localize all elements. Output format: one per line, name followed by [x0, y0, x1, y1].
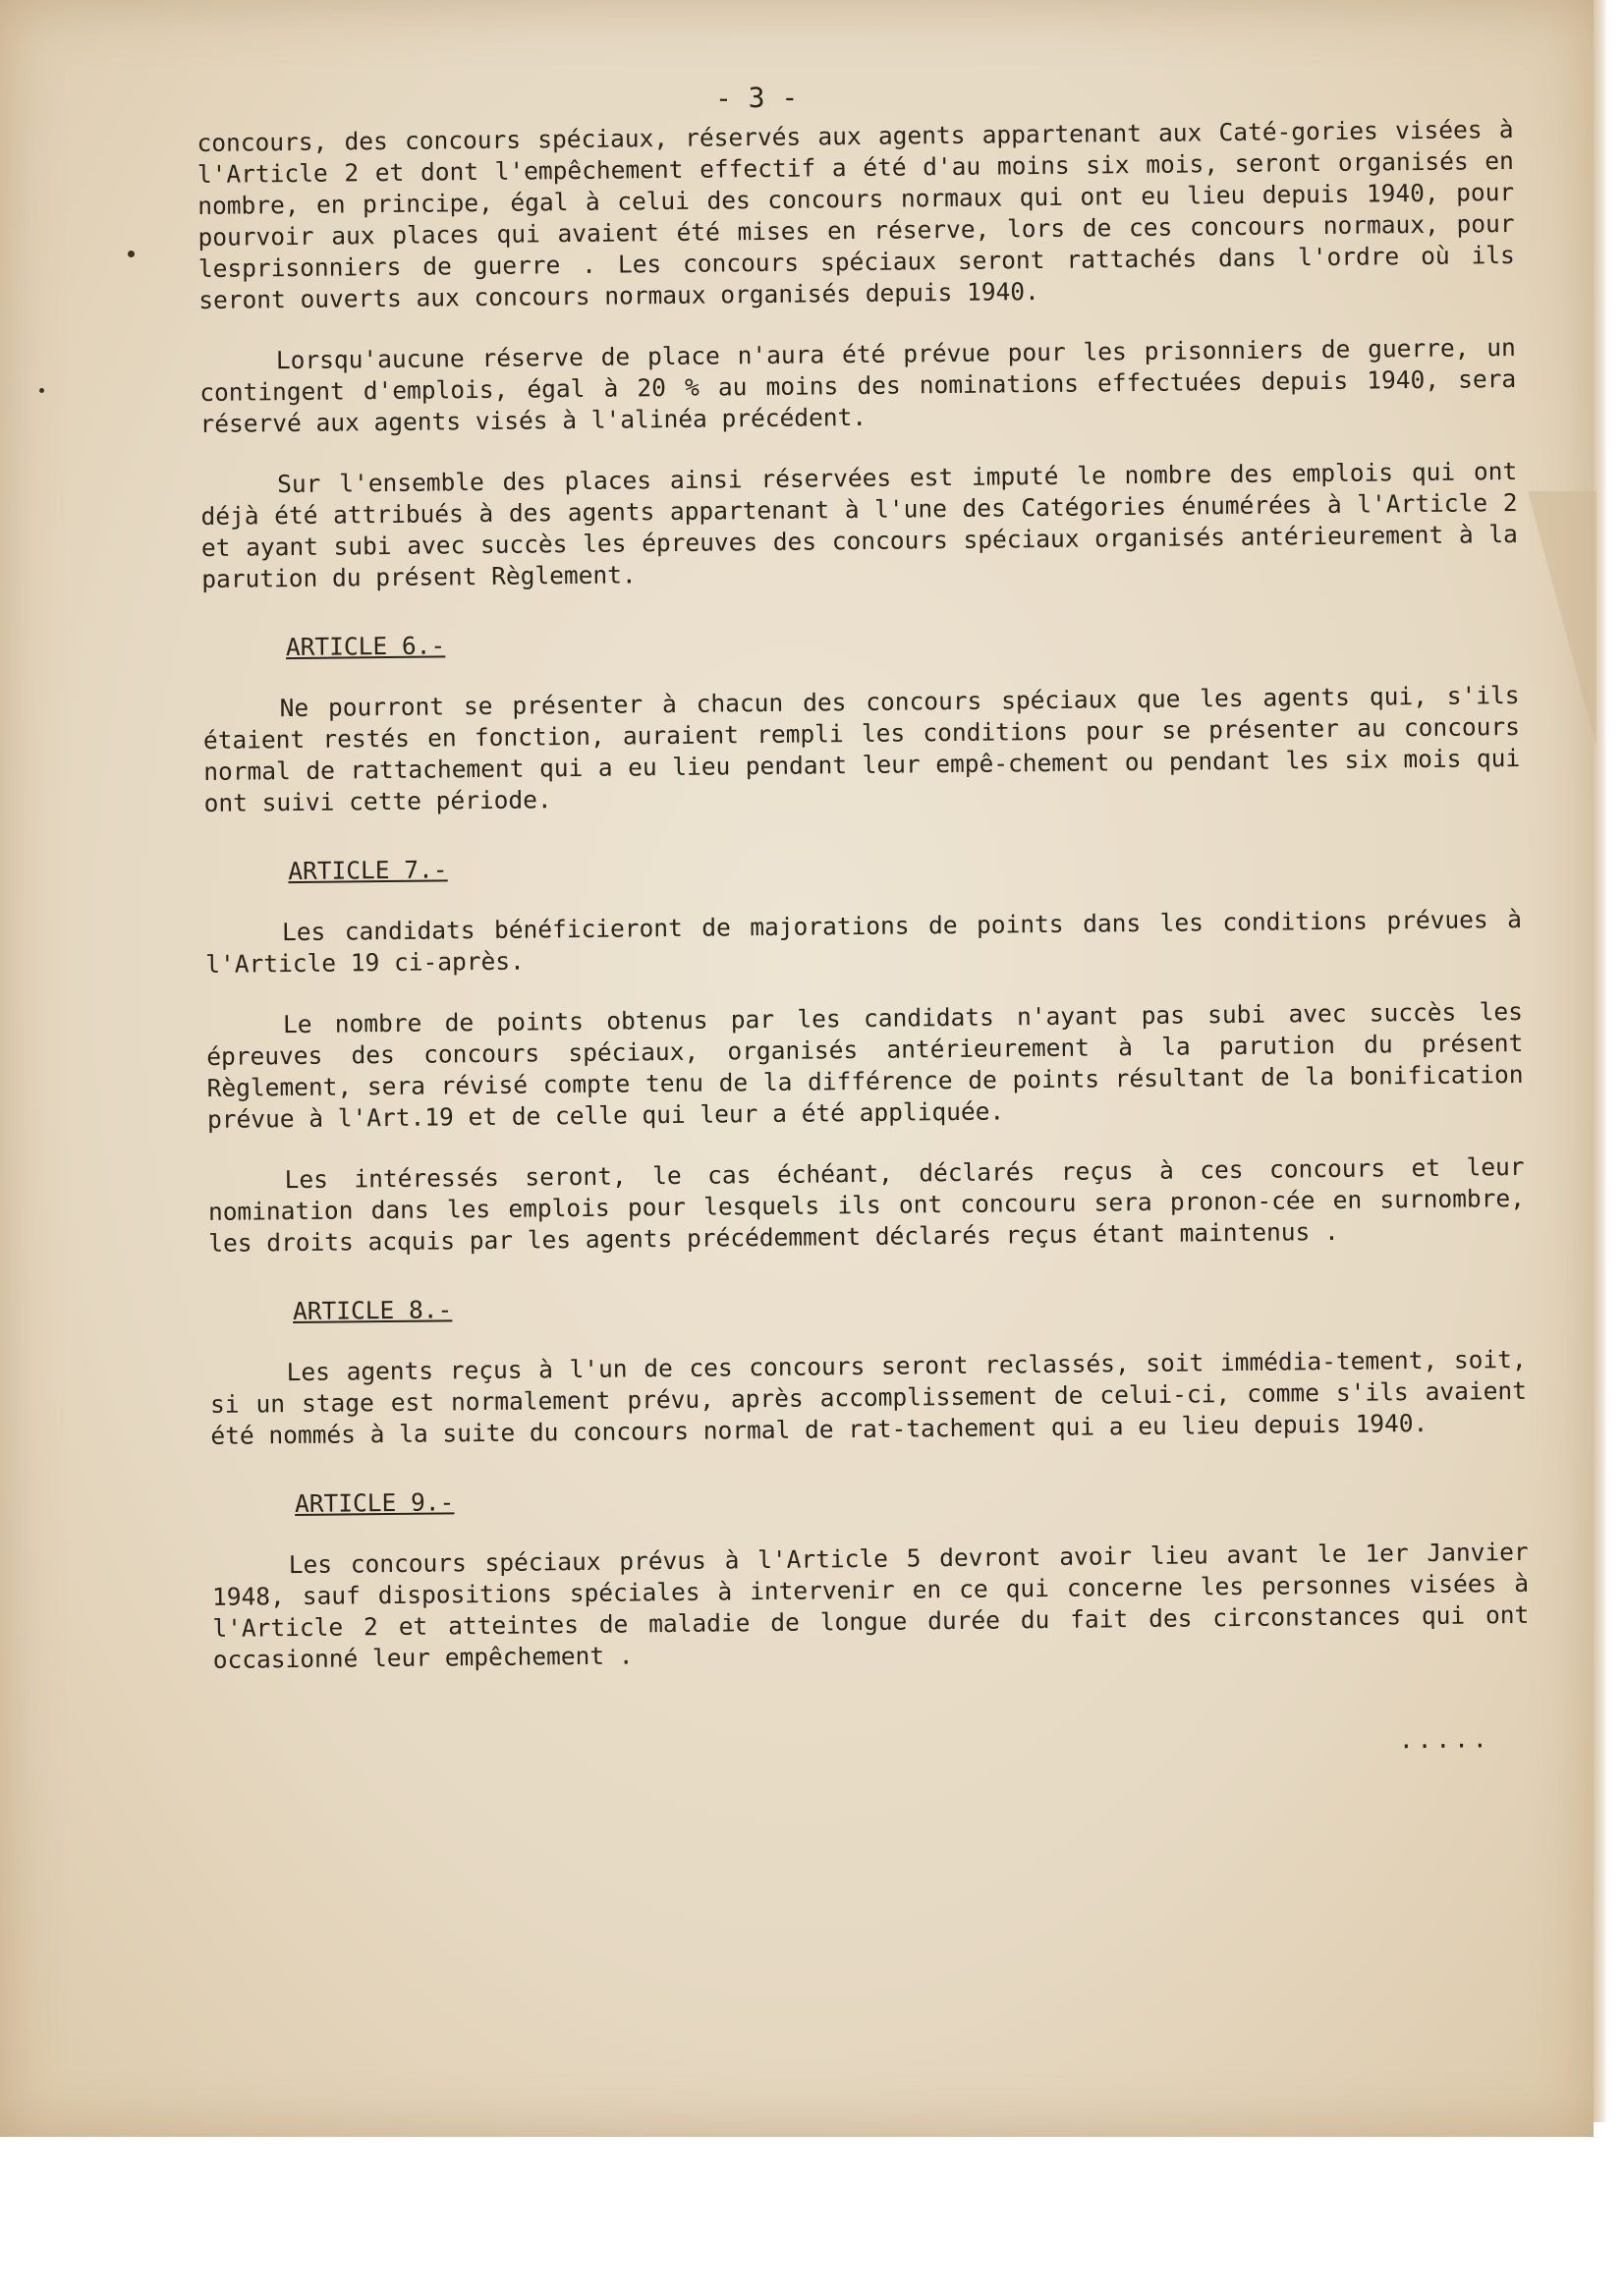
article-8-text: Les agents reçus à l'un de ces concours seront reclassés, soit immédia-tement, soit, si un stage est normalement prévu, après accomplissement de celui-ci, comme s'ils avaient été nommés à la suite du concours normal de rat-tachement qui a eu lieu depuis 1940. — [209, 1344, 1528, 1450]
page-number: - 3 - — [714, 81, 799, 115]
paragraph-quota: Lorsqu'aucune réserve de place n'aura été prévue pour les prisonniers de guerre, un contingent d'emplois, égal à 20 % au moins des nominations effectuées depuis 1940, sera réservé aux agents visés à l'alinéa précédent. — [199, 332, 1517, 438]
article-6-text: Ne pourront se présenter à chacun des concours spéciaux que les agents qui, s'ils étaient restés en fonction, auraient rempli les conditions pour se présenter au concours normal de rattachement qui a eu lieu pendant leur empê-chement ou pendant les six mois qui ont suivi cette période. — [202, 680, 1521, 817]
continuation-marker: ..... — [1398, 1724, 1491, 1755]
article-7-text-1: Les candidats bénéficieront de majorations de points dans les conditions prévues à l'Article 19 ci-après. — [205, 904, 1523, 979]
ink-speck — [128, 251, 135, 257]
article-9-heading: ARTICLE 9.- — [294, 1487, 455, 1519]
document-body — [196, 75, 1531, 1768]
paper-edge — [1594, 0, 1607, 2122]
paragraph-imputation: Sur l'ensemble des places ainsi réservées est imputé le nombre des emplois qui ont déjà été attribués à des agents appartenant à l'une des Catégories énumérées à l'Article 2 et ayant subi avec succès les épreuves des concours spéciaux organisés antérieurement à la parution du présent Règlement. — [200, 456, 1518, 593]
article-7-text-3: Les intéressés seront, le cas échéant, déclarés reçus à ces concours et leur nomination dans les emplois pour lesquels ils ont concouru sera pronon-cée en surnombre, les droits acquis par les agents précédemment déclarés reçus étant maintenus . — [207, 1151, 1526, 1258]
paragraph-continuation: concours, des concours spéciaux, réservés aux agents appartenant aux Caté-gories visées à l'Article 2 et dont l'empêchement effectif a été d'au moins six mois, seront organisés en nombre, en principe, égal à celui des concours normaux qui ont eu lieu depuis 1940, pour pourvoir aux places qui avaient été mises en réserve, lors de ces concours normaux, pour lesprisonniers de guerre . Les concours spéciaux seront rattachés dans l'ordre où ils seront ouverts aux concours normaux organisés depuis 1940. — [196, 114, 1515, 314]
article-6-heading: ARTICLE 6.- — [285, 631, 446, 662]
article-9-text: Les concours spéciaux prévus à l'Article 5 devront avoir lieu avant le 1er Janvier 1948, sauf dispositions spéciales à intervenir en ce qui concerne les personnes visées à l'Article 2 et atteintes de maladie de longue durée du fait des circonstances qui ont occasionné leur empêchement . — [211, 1537, 1530, 1674]
torn-corner — [1528, 491, 1596, 747]
article-7-text-2: Le nombre de points obtenus par les candidats n'ayant pas subi avec succès les épreuves des concours spéciaux, organisés antérieurement à la parution du présent Règlement, sera révisé compte tenu de la différence de points résultant de la bonification prévue à l'Art.19 et de celle qui leur a été appliquée. — [206, 996, 1524, 1134]
article-7-heading: ARTICLE 7.- — [288, 855, 448, 886]
ink-speck — [39, 388, 44, 393]
article-8-heading: ARTICLE 8.- — [292, 1295, 453, 1326]
